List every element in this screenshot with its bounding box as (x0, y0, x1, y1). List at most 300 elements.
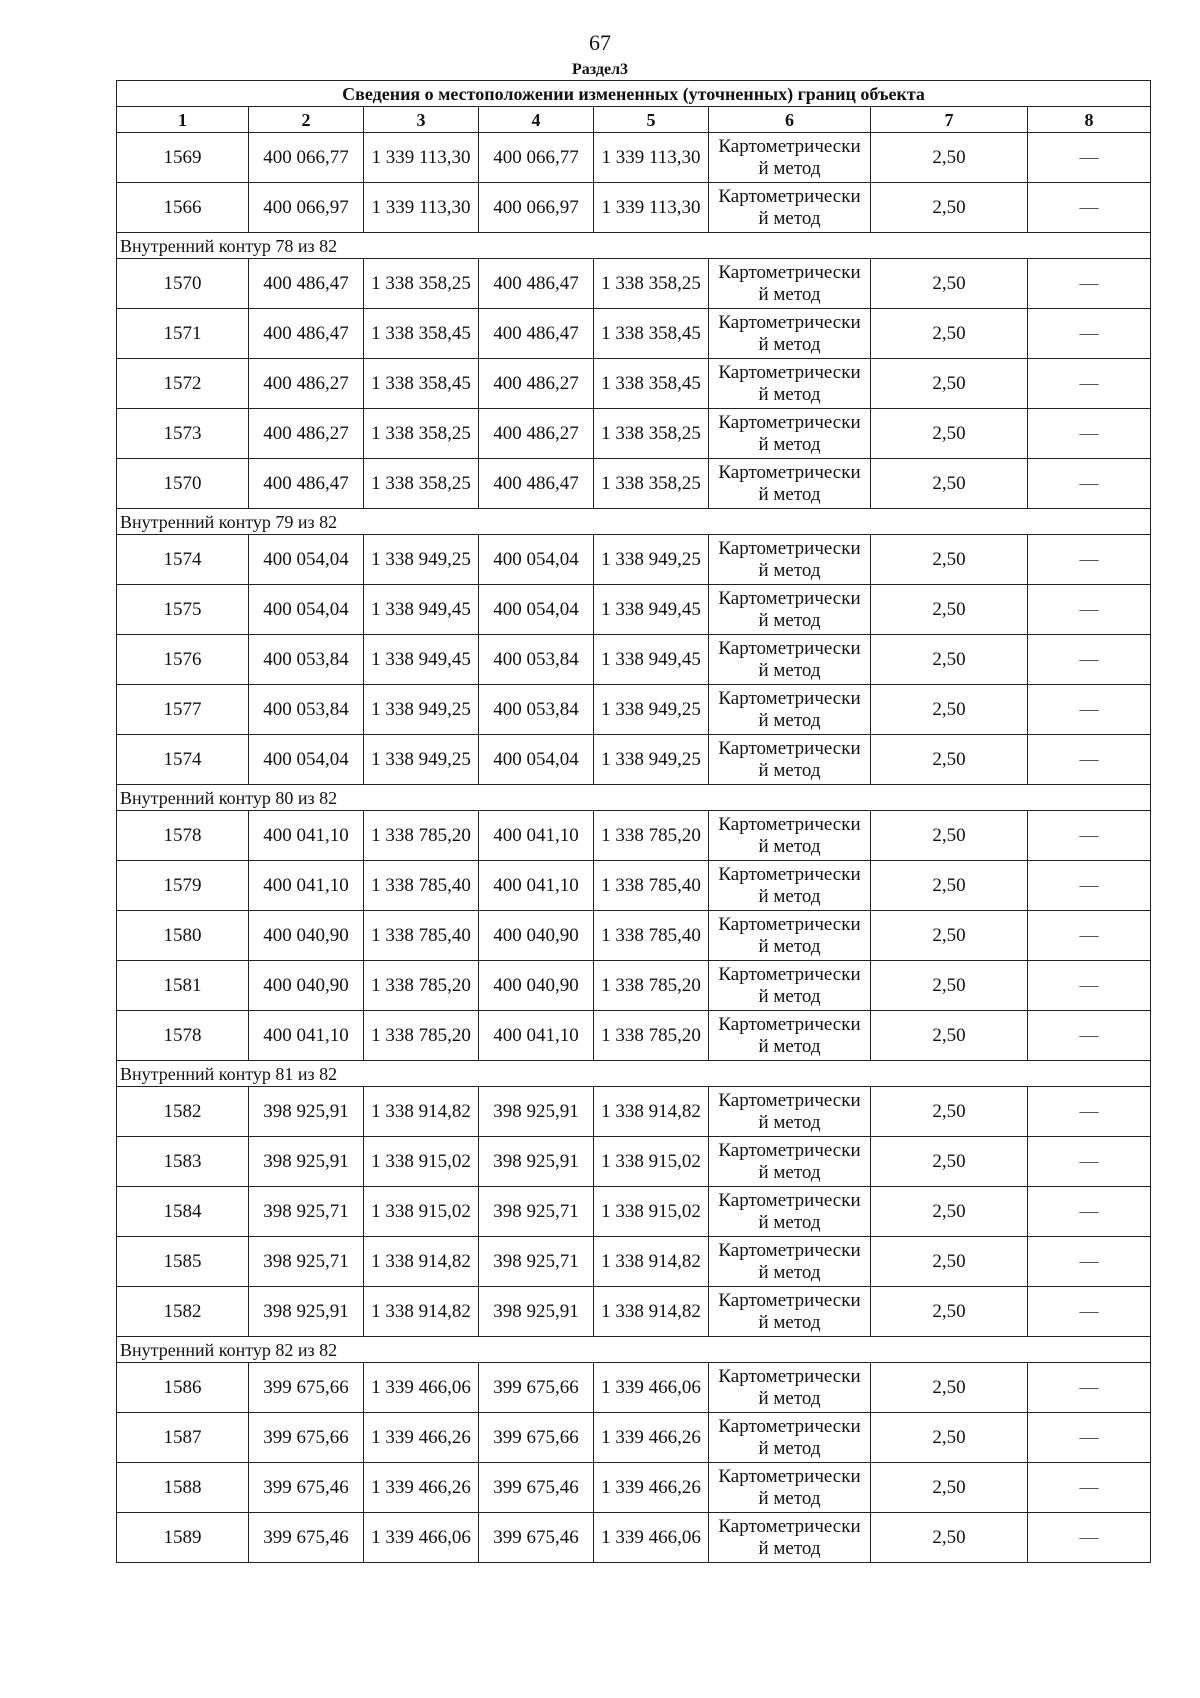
x-coordinate-refined: 398 925,71 (479, 1237, 594, 1287)
point-number: 1582 (117, 1087, 249, 1137)
point-number: 1570 (117, 459, 249, 509)
y-coordinate-existing: 1 338 949,45 (364, 635, 479, 685)
method-text-line2: й метод (758, 1111, 821, 1133)
table-title-row (117, 81, 1151, 107)
x-coordinate-refined: 400 486,47 (479, 259, 594, 309)
method-text-line2: й метод (758, 559, 821, 581)
y-coordinate-refined: 1 339 466,26 (594, 1463, 709, 1513)
table-row (117, 735, 1151, 785)
point-number: 1586 (117, 1363, 249, 1413)
method-text-line1: Картометрически (718, 1415, 861, 1437)
x-coordinate-refined: 400 066,97 (479, 183, 594, 233)
x-coordinate-refined: 400 040,90 (479, 961, 594, 1011)
description-cell: — (1028, 685, 1151, 735)
column-number: 8 (1028, 107, 1151, 133)
point-number: 1583 (117, 1137, 249, 1187)
point-number: 1579 (117, 861, 249, 911)
y-coordinate-refined: 1 338 358,25 (594, 459, 709, 509)
description-cell: — (1028, 1287, 1151, 1337)
point-number: 1580 (117, 911, 249, 961)
description-cell: — (1028, 459, 1151, 509)
section-label: Раздел3 (571, 61, 629, 78)
description-cell: — (1028, 183, 1151, 233)
y-coordinate-existing: 1 338 915,02 (364, 1187, 479, 1237)
method-text-line1: Картометрически (718, 1289, 861, 1311)
description-cell: — (1028, 1087, 1151, 1137)
y-coordinate-refined: 1 338 949,25 (594, 685, 709, 735)
y-coordinate-existing: 1 338 785,20 (364, 1011, 479, 1061)
x-coordinate-refined: 400 053,84 (479, 685, 594, 735)
x-coordinate-existing: 398 925,91 (249, 1287, 364, 1337)
x-coordinate-existing: 400 041,10 (249, 861, 364, 911)
x-coordinate-existing: 400 486,27 (249, 409, 364, 459)
accuracy-value: 2,50 (871, 1287, 1028, 1337)
table-row (117, 1287, 1151, 1337)
point-number: 1574 (117, 535, 249, 585)
contour-label: Внутренний контур 80 из 82 (117, 785, 1151, 811)
x-coordinate-refined: 400 486,47 (479, 309, 594, 359)
method-cell (709, 961, 871, 1011)
description-cell: — (1028, 1513, 1151, 1563)
method-text-line2: й метод (758, 207, 821, 229)
method-cell (709, 183, 871, 233)
point-number: 1581 (117, 961, 249, 1011)
contour-header-row (117, 233, 1151, 259)
x-coordinate-refined: 399 675,46 (479, 1513, 594, 1563)
table-row (117, 1137, 1151, 1187)
method-text-line2: й метод (758, 985, 821, 1007)
description-cell: — (1028, 811, 1151, 861)
y-coordinate-existing: 1 338 915,02 (364, 1137, 479, 1187)
method-cell (709, 259, 871, 309)
contour-header-row (117, 509, 1151, 535)
y-coordinate-refined: 1 338 949,45 (594, 585, 709, 635)
description-cell: — (1028, 309, 1151, 359)
y-coordinate-existing: 1 338 358,25 (364, 259, 479, 309)
method-cell (709, 861, 871, 911)
table-row (117, 811, 1151, 861)
y-coordinate-refined: 1 338 785,20 (594, 1011, 709, 1061)
method-cell (709, 1413, 871, 1463)
y-coordinate-refined: 1 339 466,06 (594, 1363, 709, 1413)
method-text-line2: й метод (758, 935, 821, 957)
method-text-line1: Картометрически (718, 963, 861, 985)
description-cell: — (1028, 735, 1151, 785)
table-row (117, 1011, 1151, 1061)
accuracy-value: 2,50 (871, 861, 1028, 911)
y-coordinate-refined: 1 339 466,26 (594, 1413, 709, 1463)
accuracy-value: 2,50 (871, 359, 1028, 409)
x-coordinate-existing: 400 066,97 (249, 183, 364, 233)
y-coordinate-existing: 1 339 113,30 (364, 133, 479, 183)
method-text-line2: й метод (758, 885, 821, 907)
accuracy-value: 2,50 (871, 1363, 1028, 1413)
x-coordinate-existing: 399 675,66 (249, 1413, 364, 1463)
y-coordinate-refined: 1 338 915,02 (594, 1187, 709, 1237)
point-number: 1575 (117, 585, 249, 635)
x-coordinate-refined: 400 041,10 (479, 861, 594, 911)
y-coordinate-refined: 1 338 785,20 (594, 811, 709, 861)
method-text-line2: й метод (758, 609, 821, 631)
description-cell: — (1028, 1413, 1151, 1463)
accuracy-value: 2,50 (871, 811, 1028, 861)
accuracy-value: 2,50 (871, 409, 1028, 459)
y-coordinate-existing: 1 338 358,25 (364, 409, 479, 459)
description-cell: — (1028, 1463, 1151, 1513)
x-coordinate-refined: 399 675,66 (479, 1413, 594, 1463)
y-coordinate-existing: 1 339 113,30 (364, 183, 479, 233)
column-number: 7 (871, 107, 1028, 133)
method-text-line1: Картометрически (718, 461, 861, 483)
method-text-line1: Картометрически (718, 411, 861, 433)
y-coordinate-existing: 1 338 949,25 (364, 735, 479, 785)
description-cell: — (1028, 535, 1151, 585)
page-number: 67 (589, 30, 611, 55)
method-text-line2: й метод (758, 433, 821, 455)
x-coordinate-existing: 400 054,04 (249, 535, 364, 585)
x-coordinate-refined: 400 040,90 (479, 911, 594, 961)
method-cell (709, 459, 871, 509)
description-cell: — (1028, 1187, 1151, 1237)
table-row (117, 1363, 1151, 1413)
y-coordinate-refined: 1 338 949,45 (594, 635, 709, 685)
point-number: 1584 (117, 1187, 249, 1237)
y-coordinate-existing: 1 339 466,06 (364, 1513, 479, 1563)
method-text-line2: й метод (758, 383, 821, 405)
method-text-line1: Картометрически (718, 1013, 861, 1035)
x-coordinate-refined: 400 054,04 (479, 735, 594, 785)
y-coordinate-refined: 1 338 915,02 (594, 1137, 709, 1187)
accuracy-value: 2,50 (871, 585, 1028, 635)
method-text-line2: й метод (758, 659, 821, 681)
method-text-line2: й метод (758, 1487, 821, 1509)
description-cell: — (1028, 961, 1151, 1011)
column-number: 3 (364, 107, 479, 133)
boundary-table (116, 80, 1151, 1563)
x-coordinate-existing: 400 486,47 (249, 459, 364, 509)
x-coordinate-existing: 400 054,04 (249, 735, 364, 785)
table-row (117, 1513, 1151, 1563)
accuracy-value: 2,50 (871, 1011, 1028, 1061)
point-number: 1577 (117, 685, 249, 735)
column-number: 2 (249, 107, 364, 133)
method-text-line2: й метод (758, 709, 821, 731)
column-number: 5 (594, 107, 709, 133)
accuracy-value: 2,50 (871, 1187, 1028, 1237)
x-coordinate-refined: 400 486,27 (479, 409, 594, 459)
description-cell: — (1028, 911, 1151, 961)
y-coordinate-existing: 1 338 785,40 (364, 861, 479, 911)
description-cell: — (1028, 259, 1151, 309)
method-text-line2: й метод (758, 1437, 821, 1459)
point-number: 1588 (117, 1463, 249, 1513)
method-text-line2: й метод (758, 333, 821, 355)
description-cell: — (1028, 861, 1151, 911)
y-coordinate-existing: 1 338 914,82 (364, 1287, 479, 1337)
y-coordinate-refined: 1 338 914,82 (594, 1087, 709, 1137)
point-number: 1574 (117, 735, 249, 785)
method-cell (709, 409, 871, 459)
y-coordinate-existing: 1 338 914,82 (364, 1087, 479, 1137)
contour-header-row (117, 1061, 1151, 1087)
x-coordinate-refined: 398 925,91 (479, 1137, 594, 1187)
x-coordinate-existing: 400 054,04 (249, 585, 364, 635)
y-coordinate-refined: 1 338 358,45 (594, 359, 709, 409)
method-cell (709, 1363, 871, 1413)
table-row (117, 409, 1151, 459)
x-coordinate-existing: 400 486,47 (249, 309, 364, 359)
x-coordinate-existing: 398 925,71 (249, 1187, 364, 1237)
x-coordinate-existing: 400 486,27 (249, 359, 364, 409)
x-coordinate-existing: 398 925,91 (249, 1087, 364, 1137)
y-coordinate-refined: 1 338 785,40 (594, 911, 709, 961)
contour-label: Внутренний контур 82 из 82 (117, 1337, 1151, 1363)
table-row (117, 961, 1151, 1011)
description-cell: — (1028, 1137, 1151, 1187)
method-text-line1: Картометрически (718, 1515, 861, 1537)
column-number: 4 (479, 107, 594, 133)
contour-header-row (117, 785, 1151, 811)
y-coordinate-existing: 1 338 358,45 (364, 309, 479, 359)
table-row (117, 359, 1151, 409)
y-coordinate-existing: 1 338 949,45 (364, 585, 479, 635)
table-row (117, 259, 1151, 309)
x-coordinate-existing: 400 040,90 (249, 911, 364, 961)
method-cell (709, 535, 871, 585)
description-cell: — (1028, 1363, 1151, 1413)
method-text-line2: й метод (758, 157, 821, 179)
y-coordinate-existing: 1 338 785,20 (364, 811, 479, 861)
accuracy-value: 2,50 (871, 735, 1028, 785)
accuracy-value: 2,50 (871, 1513, 1028, 1563)
x-coordinate-refined: 398 925,71 (479, 1187, 594, 1237)
method-text-line2: й метод (758, 1261, 821, 1283)
table-row (117, 1087, 1151, 1137)
method-cell (709, 309, 871, 359)
table-row (117, 535, 1151, 585)
point-number: 1589 (117, 1513, 249, 1563)
x-coordinate-existing: 400 486,47 (249, 259, 364, 309)
y-coordinate-refined: 1 338 914,82 (594, 1237, 709, 1287)
table-body (117, 81, 1151, 1563)
x-coordinate-existing: 400 053,84 (249, 685, 364, 735)
y-coordinate-existing: 1 339 466,26 (364, 1413, 479, 1463)
method-text-line2: й метод (758, 1387, 821, 1409)
x-coordinate-refined: 400 066,77 (479, 133, 594, 183)
table-row (117, 133, 1151, 183)
y-coordinate-existing: 1 338 785,40 (364, 911, 479, 961)
x-coordinate-refined: 400 053,84 (479, 635, 594, 685)
method-text-line2: й метод (758, 1161, 821, 1183)
x-coordinate-refined: 398 925,91 (479, 1287, 594, 1337)
method-text-line2: й метод (758, 483, 821, 505)
table-row (117, 685, 1151, 735)
method-text-line1: Картометрически (718, 261, 861, 283)
y-coordinate-existing: 1 338 914,82 (364, 1237, 479, 1287)
method-cell (709, 1011, 871, 1061)
x-coordinate-existing: 400 066,77 (249, 133, 364, 183)
accuracy-value: 2,50 (871, 1087, 1028, 1137)
method-text-line1: Картометрически (718, 1089, 861, 1111)
y-coordinate-existing: 1 339 466,26 (364, 1463, 479, 1513)
column-number: 1 (117, 107, 249, 133)
point-number: 1585 (117, 1237, 249, 1287)
x-coordinate-refined: 400 041,10 (479, 811, 594, 861)
method-text-line1: Картометрически (718, 1465, 861, 1487)
method-cell (709, 1087, 871, 1137)
method-text-line2: й метод (758, 1211, 821, 1233)
x-coordinate-refined: 398 925,91 (479, 1087, 594, 1137)
method-text-line1: Картометрически (718, 537, 861, 559)
method-cell (709, 685, 871, 735)
method-text-line2: й метод (758, 759, 821, 781)
method-cell (709, 1187, 871, 1237)
point-number: 1570 (117, 259, 249, 309)
x-coordinate-existing: 399 675,46 (249, 1513, 364, 1563)
description-cell: — (1028, 1011, 1151, 1061)
y-coordinate-existing: 1 338 785,20 (364, 961, 479, 1011)
table-row (117, 309, 1151, 359)
y-coordinate-existing: 1 338 949,25 (364, 535, 479, 585)
column-number: 6 (709, 107, 871, 133)
x-coordinate-existing: 400 041,10 (249, 811, 364, 861)
table-row (117, 911, 1151, 961)
y-coordinate-existing: 1 338 358,25 (364, 459, 479, 509)
accuracy-value: 2,50 (871, 1237, 1028, 1287)
table-row (117, 1463, 1151, 1513)
table-row (117, 1413, 1151, 1463)
point-number: 1578 (117, 811, 249, 861)
accuracy-value: 2,50 (871, 183, 1028, 233)
column-number-row (117, 107, 1151, 133)
method-text-line1: Картометрически (718, 1365, 861, 1387)
method-cell (709, 359, 871, 409)
method-text-line2: й метод (758, 835, 821, 857)
point-number: 1566 (117, 183, 249, 233)
y-coordinate-refined: 1 339 113,30 (594, 183, 709, 233)
contour-header-row (117, 1337, 1151, 1363)
method-text-line1: Картометрически (718, 1139, 861, 1161)
method-text-line1: Картометрически (718, 1189, 861, 1211)
description-cell: — (1028, 585, 1151, 635)
method-cell (709, 1287, 871, 1337)
method-text-line1: Картометрически (718, 587, 861, 609)
x-coordinate-refined: 400 486,27 (479, 359, 594, 409)
accuracy-value: 2,50 (871, 635, 1028, 685)
contour-label: Внутренний контур 78 из 82 (117, 233, 1151, 259)
y-coordinate-refined: 1 338 785,40 (594, 861, 709, 911)
x-coordinate-refined: 400 054,04 (479, 585, 594, 635)
y-coordinate-existing: 1 338 358,45 (364, 359, 479, 409)
y-coordinate-refined: 1 339 466,06 (594, 1513, 709, 1563)
method-cell (709, 635, 871, 685)
point-number: 1571 (117, 309, 249, 359)
y-coordinate-refined: 1 338 949,25 (594, 735, 709, 785)
y-coordinate-refined: 1 338 914,82 (594, 1287, 709, 1337)
accuracy-value: 2,50 (871, 685, 1028, 735)
x-coordinate-existing: 399 675,46 (249, 1463, 364, 1513)
point-number: 1587 (117, 1413, 249, 1463)
description-cell: — (1028, 409, 1151, 459)
method-text-line1: Картометрически (718, 737, 861, 759)
y-coordinate-refined: 1 338 358,45 (594, 309, 709, 359)
y-coordinate-refined: 1 338 358,25 (594, 259, 709, 309)
method-text-line2: й метод (758, 1311, 821, 1333)
y-coordinate-refined: 1 338 949,25 (594, 535, 709, 585)
table-row (117, 861, 1151, 911)
description-cell: — (1028, 133, 1151, 183)
method-cell (709, 1463, 871, 1513)
method-text-line1: Картометрически (718, 185, 861, 207)
table-row (117, 585, 1151, 635)
x-coordinate-existing: 400 040,90 (249, 961, 364, 1011)
accuracy-value: 2,50 (871, 259, 1028, 309)
y-coordinate-existing: 1 339 466,06 (364, 1363, 479, 1413)
x-coordinate-existing: 398 925,91 (249, 1137, 364, 1187)
point-number: 1569 (117, 133, 249, 183)
x-coordinate-existing: 399 675,66 (249, 1363, 364, 1413)
description-cell: — (1028, 1237, 1151, 1287)
x-coordinate-refined: 399 675,66 (479, 1363, 594, 1413)
accuracy-value: 2,50 (871, 911, 1028, 961)
contour-label: Внутренний контур 79 из 82 (117, 509, 1151, 535)
method-text-line1: Картометрически (718, 913, 861, 935)
accuracy-value: 2,50 (871, 133, 1028, 183)
x-coordinate-refined: 399 675,46 (479, 1463, 594, 1513)
method-cell (709, 911, 871, 961)
method-cell (709, 811, 871, 861)
method-text-line1: Картометрически (718, 361, 861, 383)
table-row (117, 635, 1151, 685)
method-cell (709, 133, 871, 183)
method-text-line1: Картометрически (718, 311, 861, 333)
x-coordinate-refined: 400 041,10 (479, 1011, 594, 1061)
x-coordinate-refined: 400 054,04 (479, 535, 594, 585)
method-cell (709, 1137, 871, 1187)
method-text-line2: й метод (758, 1537, 821, 1559)
table-row (117, 1187, 1151, 1237)
point-number: 1578 (117, 1011, 249, 1061)
method-text-line2: й метод (758, 283, 821, 305)
method-text-line1: Картометрически (718, 813, 861, 835)
table-row (117, 1237, 1151, 1287)
description-cell: — (1028, 359, 1151, 409)
accuracy-value: 2,50 (871, 1463, 1028, 1513)
table-row (117, 183, 1151, 233)
method-text-line1: Картометрически (718, 1239, 861, 1261)
method-cell (709, 735, 871, 785)
y-coordinate-existing: 1 338 949,25 (364, 685, 479, 735)
table-title: Сведения о местоположении измененных (уточненных) границ объекта (117, 81, 1151, 107)
method-text-line1: Картометрически (718, 863, 861, 885)
accuracy-value: 2,50 (871, 1413, 1028, 1463)
method-text-line1: Картометрически (718, 687, 861, 709)
method-cell (709, 585, 871, 635)
accuracy-value: 2,50 (871, 961, 1028, 1011)
x-coordinate-existing: 400 041,10 (249, 1011, 364, 1061)
table-row (117, 459, 1151, 509)
point-number: 1576 (117, 635, 249, 685)
y-coordinate-refined: 1 338 358,25 (594, 409, 709, 459)
x-coordinate-refined: 400 486,47 (479, 459, 594, 509)
method-cell (709, 1237, 871, 1287)
contour-label: Внутренний контур 81 из 82 (117, 1061, 1151, 1087)
y-coordinate-refined: 1 338 785,20 (594, 961, 709, 1011)
accuracy-value: 2,50 (871, 535, 1028, 585)
y-coordinate-refined: 1 339 113,30 (594, 133, 709, 183)
point-number: 1582 (117, 1287, 249, 1337)
accuracy-value: 2,50 (871, 309, 1028, 359)
